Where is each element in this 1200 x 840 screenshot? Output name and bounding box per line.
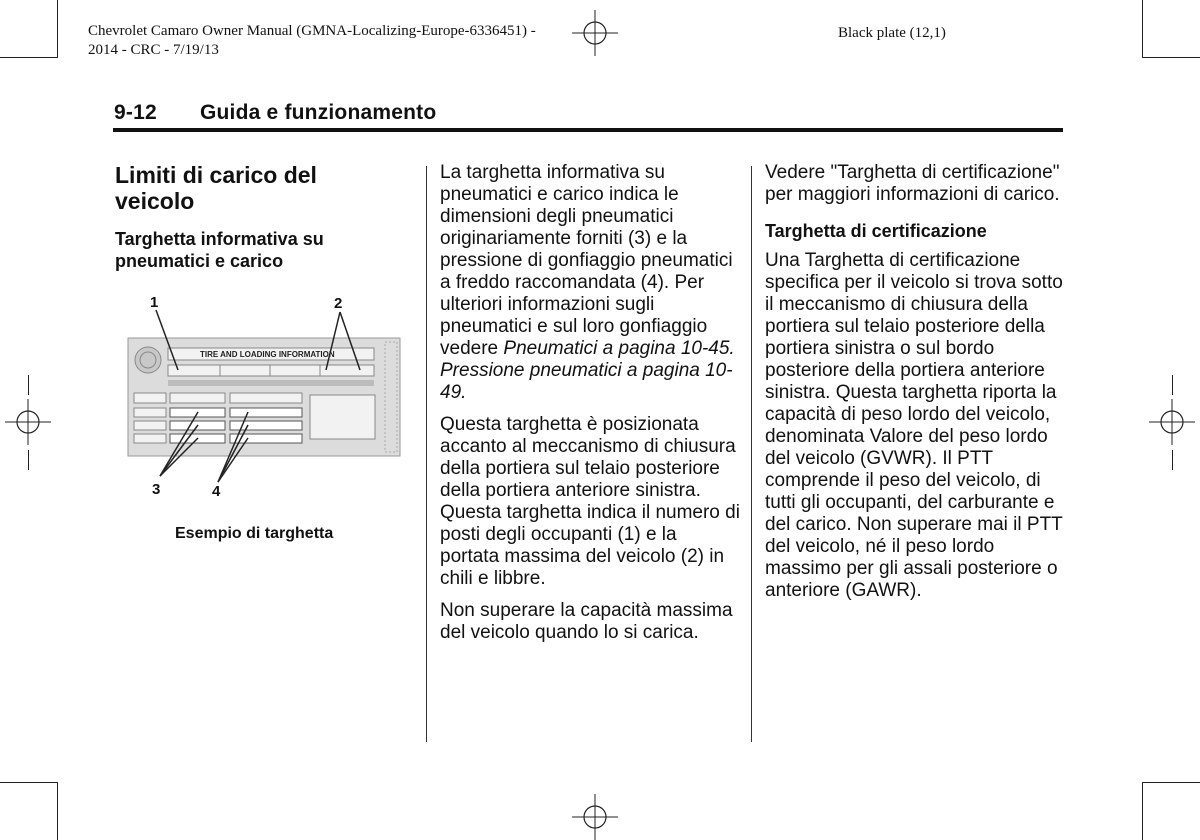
registration-mark-top [570, 8, 620, 58]
page-number: 9-12 [114, 101, 157, 124]
column-2 [440, 162, 740, 654]
reference-link[interactable]: Pressione pneumatici a pagina 10-49. [440, 360, 733, 403]
crop-mark [57, 782, 58, 840]
chapter-heading [114, 101, 436, 125]
paragraph [440, 162, 740, 404]
header-plate: Black plate (12,1) [838, 25, 946, 41]
callout-2: 2 [334, 295, 343, 312]
crop-mark [28, 375, 29, 395]
crop-mark [1142, 0, 1143, 58]
tire-label-illustration [120, 290, 410, 502]
subsection-heading: Targhetta informativa su pneumatici e carico [115, 229, 324, 271]
callout-3: 3 [152, 481, 161, 498]
chapter-title: Guida e funzionamento [200, 101, 437, 124]
registration-mark-left [3, 397, 53, 447]
paragraph: Non superare la capacità massima del veicolo quando lo si carica. [440, 600, 733, 643]
crop-mark [0, 57, 58, 58]
column-1 [115, 162, 375, 272]
paragraph-text: La targhetta informativa su pneumatici e carico indica le dimensioni degli pneumatici originariamente forniti (3) e la pressione di gonfiaggio pneumatici a freddo raccomandata (4). Per ulteriori informazioni sugli pneumatici e sul loro gonfiaggio vedere [440, 162, 733, 359]
callout-1: 1 [150, 294, 159, 311]
reference-link[interactable]: Pneumatici a pagina 10-45. [503, 338, 735, 359]
subsection-heading: Targhetta di certificazione [765, 221, 987, 241]
column-divider [426, 166, 427, 742]
header-line-2: 2014 - CRC - 7/19/13 [88, 42, 219, 58]
registration-mark-right [1147, 397, 1197, 447]
header-line-1: Chevrolet Camaro Owner Manual (GMNA-Localizing-Europe-6336451) - [88, 23, 536, 39]
callout-4: 4 [212, 483, 221, 500]
figure-caption: Esempio di targhetta [175, 525, 334, 542]
heading-rule [113, 128, 1063, 132]
label-title: TIRE AND LOADING INFORMATION [200, 350, 335, 359]
crop-mark [1142, 57, 1200, 58]
section-heading: Limiti di carico del veicolo [115, 162, 317, 214]
tire-label-figure [120, 290, 410, 502]
column-divider [751, 166, 752, 742]
crop-mark [1172, 450, 1173, 470]
crop-mark [0, 782, 58, 783]
registration-mark-bottom [570, 792, 620, 840]
paragraph: Questa targhetta è posizionata accanto al meccanismo di chiusura della portiera sul telaio posteriore della portiera anteriore sinistra. Questa targhetta indica il numero di posti degli occupanti (1) e la portata massima del veicolo (2) in chili e libbre. [440, 414, 740, 589]
crop-mark [1142, 782, 1200, 783]
print-header [88, 22, 536, 60]
crop-mark [1172, 375, 1173, 395]
crop-mark [1142, 782, 1143, 840]
crop-mark [57, 0, 58, 58]
paragraph: Una Targhetta di certificazione specifica per il veicolo si trova sotto il meccanismo di chiusura della portiera sul telaio posteriore della portiera sinistra o sul bordo posteriore della portiera anteriore sinistra. Questa targhetta riporta la capacità di peso lordo del veicolo, denominata Valore del peso lordo del veicolo (GVWR). Il PTT comprende il peso del veicolo, di tutti gli occupanti, del carburante e del carico. Non superare mai il PTT del veicolo, né il peso lordo massimo per gli assali posteriore o anteriore (GAWR). [765, 250, 1063, 601]
paragraph: Vedere "Targhetta di certificazione" per maggiori informazioni di carico. [765, 162, 1060, 205]
column-3 [765, 162, 1065, 612]
crop-mark [28, 450, 29, 470]
